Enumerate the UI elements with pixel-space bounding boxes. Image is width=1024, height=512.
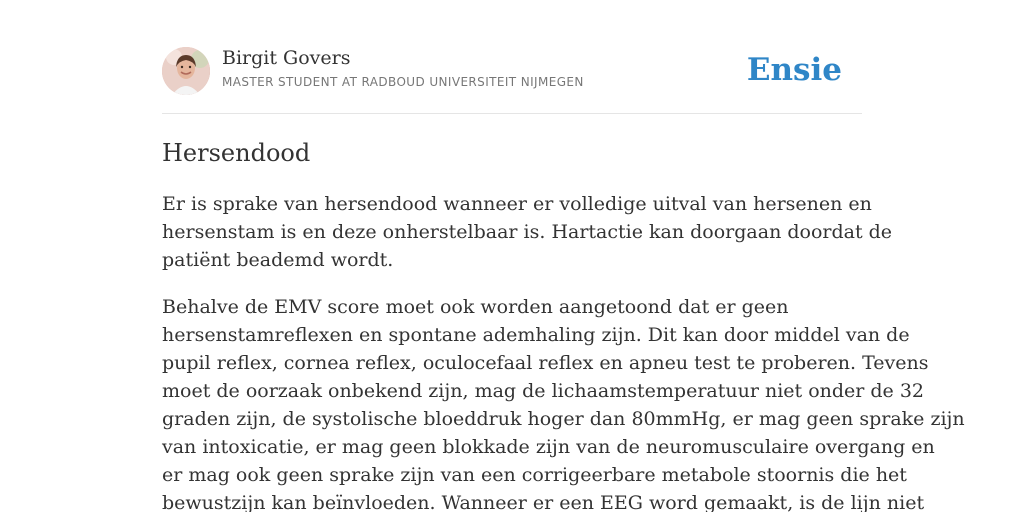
avatar[interactable] [162, 47, 210, 95]
article-body [162, 190, 965, 512]
author-header [162, 46, 862, 96]
paragraph-line: bewustzijn kan beïnvloeden. Wanneer er een EEG word gemaakt, is de lijn niet [162, 492, 925, 512]
article-title: Hersendood [162, 139, 311, 167]
author-name[interactable]: Birgit Govers [222, 47, 351, 69]
paragraph-line: graden zijn, de systolische bloeddruk hoger dan 80mmHg, er mag geen sprake zijn [162, 408, 965, 430]
paragraph-line: Behalve de EMV score moet ook worden aangetoond dat er geen [162, 296, 789, 318]
paragraph-line: er mag ook geen sprake zijn van een corrigeerbare metabole stoornis die het [162, 464, 907, 486]
avatar-photo-icon [162, 47, 210, 95]
paragraph-line: Er is sprake van hersendood wanneer er volledige uitval van hersenen en [162, 193, 872, 215]
paragraph-1 [162, 190, 893, 274]
paragraph-line: hersenstamreflexen en spontane ademhaling zijn. Dit kan door middel van de [162, 324, 910, 346]
header-divider [162, 113, 862, 114]
paragraph-2 [162, 293, 965, 512]
author-tagline: MASTER STUDENT AT RADBOUD UNIVERSITEIT NIJMEGEN [222, 75, 584, 89]
ensie-logo[interactable]: Ensie [746, 52, 842, 88]
paragraph-line: patiënt beademd wordt. [162, 249, 394, 271]
paragraph-line: hersenstam is en deze onherstelbaar is. Hartactie kan doorgaan doordat de [162, 221, 893, 243]
paragraph-line: van intoxicatie, er mag geen blokkade zijn van de neuromusculaire overgang en [162, 436, 935, 458]
paragraph-line: moet de oorzaak onbekend zijn, mag de lichaamstemperatuur niet onder de 32 [162, 380, 925, 402]
paragraph-line: pupil reflex, cornea reflex, oculocefaal reflex en apneu test te proberen. Tevens [162, 352, 929, 374]
